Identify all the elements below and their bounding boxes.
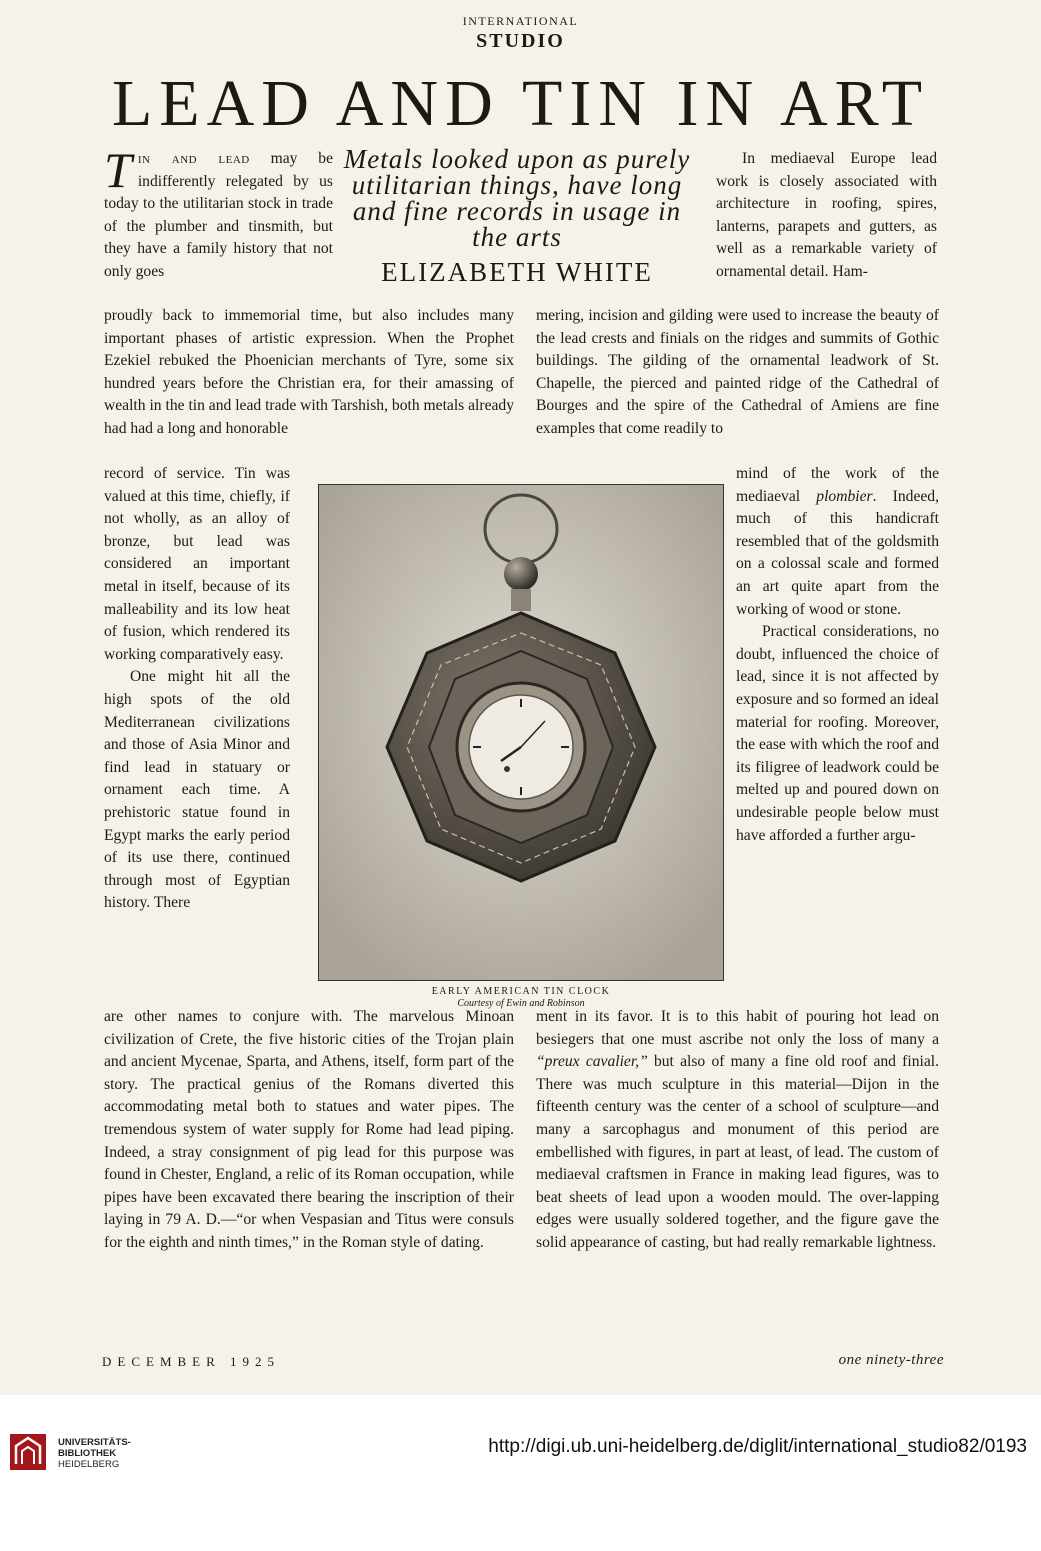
paragraph-ezekiel: proudly back to immemorial time, but also includes many important phases of artistic expression. When the Prophet Ezekiel rebuked the Phoenician merchants of Tyre, some six hundred years before the Christian era, for their amassing of wealth in the tin and lead trade with Tarshish, both metals already had had a long and honorable [104,307,515,437]
bottom-left-text [104,1006,514,1255]
intro-text: may be indifferently relegated by us today to the utilitarian stock in trade of the plumber and tinsmith, but they have a family history that not only goes [104,150,333,280]
column-top-left [104,142,333,284]
lead-in: in and lead [137,150,250,167]
paragraph-preux [536,1006,939,1255]
preux-phrase: “preux cavalier,” [536,1053,648,1071]
column-top-right [716,148,937,284]
masthead-international: INTERNATIONAL [462,14,579,28]
paragraph-mediaeval: In mediaeval Europe lead work is closely associated with architecture in roofing, spires, lanterns, parapets and gutters, as well as a remarkable variety of ornamental detail. Ham- [716,150,937,280]
library-name-line3: HEIDELBERG [58,1459,120,1470]
wide-left-text [104,305,514,441]
plombier-word: plombier [816,487,873,505]
library-name-line1: UNIVERSITÄTS- [58,1437,131,1448]
paragraph-practical: Practical considerations, no doubt, influenced the choice of lead, since it is not affected by exposure and so formed an ideal material for roofing. Moreover, the ease with which the roof and its filigree of leadwork could be melted up and poured down on undesirable people below must have afforded a further argu- [736,623,939,844]
library-name-line2: BIBLIOTHEK [58,1448,117,1459]
caption-credit: Courtesy of Ewin and Robinson [457,998,585,1009]
library-name [58,1437,131,1470]
tin-clock-illustration [319,485,723,980]
plombier-text-a: mind of the work of the mediaeval [736,465,939,505]
preux-text-b: but also of many a fine old roof and finial. There was much sculpture in this material—Dijon in the fifteenth century was the center of a school of sculpture—and many a sarcophagus and monument of this period are embellished with figures, in part at least, of lead. The custom of mediaeval craftsmen in France in making lead figures, was to beat sheets of lead upon a wooden mould. The over-lapping edges were usually soldered together, and the figure gave the solid appearance of casting, but had really remarkable lightness. [536,1053,939,1251]
bottom-right-text [536,1006,939,1255]
preux-text-a: ment in its favor. It is to this habit of pouring hot lead on besiegers that one must ascribe not only the loss of many a [536,1008,939,1048]
drop-cap: T [104,142,132,198]
paragraph-gothic: mering, incision and gilding were used to increase the beauty of the lead crests and finials on the ridges and summits of Gothic buildings. The gilding of the ornamental leadwork of St. Chapelle, the pierced and painted ridge of the Cathedral of Bourges and the spire of the Cathedral of Amiens are fine examples that come readily to [536,307,939,437]
author-byline: ELIZABETH WHITE [381,257,653,287]
university-library-logo-icon [8,1432,48,1472]
caption-title: EARLY AMERICAN TIN CLOCK [431,986,611,997]
paragraph-minoan: are other names to conjure with. The marvelous Minoan civilization of Crete, the five historic cities of the Trojan plain and ancient Mycenae, Sparta, and Athens, itself, form part of the story. The practical genius of the Romans diverted this accommodating metal both to statues and water pipes. The tremendous system of water supply for Rome had lead piping. Indeed, a stray consignment of pig lead for this purpose was found in Chester, England, a relic of its Roman occupation, while pipes have been excavated there bearing the inscription of their laying in 79 A. D.—“or when Vespasian and Titus were consuls for the eighth and ninth times,” in the Roman style of dating. [104,1008,514,1251]
page-date: DECEMBER 1925 [102,1354,281,1369]
column-narrow-left [104,463,290,915]
column-narrow-right [736,463,939,847]
library-footer [0,1395,1041,1551]
plombier-text-b: . Indeed, much of this handicraft resembled that of the goldsmith on a colossal scale and formed an art quite apart from the working of wood or stone. [736,487,939,618]
masthead-studio: STUDIO [476,30,565,52]
paragraph-plombier [736,463,939,621]
article-title: LEAD AND TIN IN ART [111,67,930,140]
page-number: one ninety-three [838,1352,944,1368]
wide-right-text [536,305,939,441]
paragraph-mediterranean: One might hit all the high spots of the old Mediterranean civilizations and those of Asia Minor and find lead in statuary or ornament each time. A prehistoric statue found in Egypt marks the early period of its use there, continued through most of Egyptian history. There [104,668,290,912]
source-url-link[interactable]: http://digi.ub.uni-heidelberg.de/diglit/international_studio82/0193 [488,1436,1027,1457]
clock-photo [318,484,724,981]
paragraph-tin-valued: record of service. Tin was valued at this time, chiefly, if not wholly, as an alloy of bronze, but lead was considered an important metal in itself, because of its malleability and its low heat of fusion, which rendered its working comparatively easy. [104,465,290,663]
article-subhead: Metals looked upon as purely utilitarian things, have long and fine records in usage in the arts [343,144,691,252]
